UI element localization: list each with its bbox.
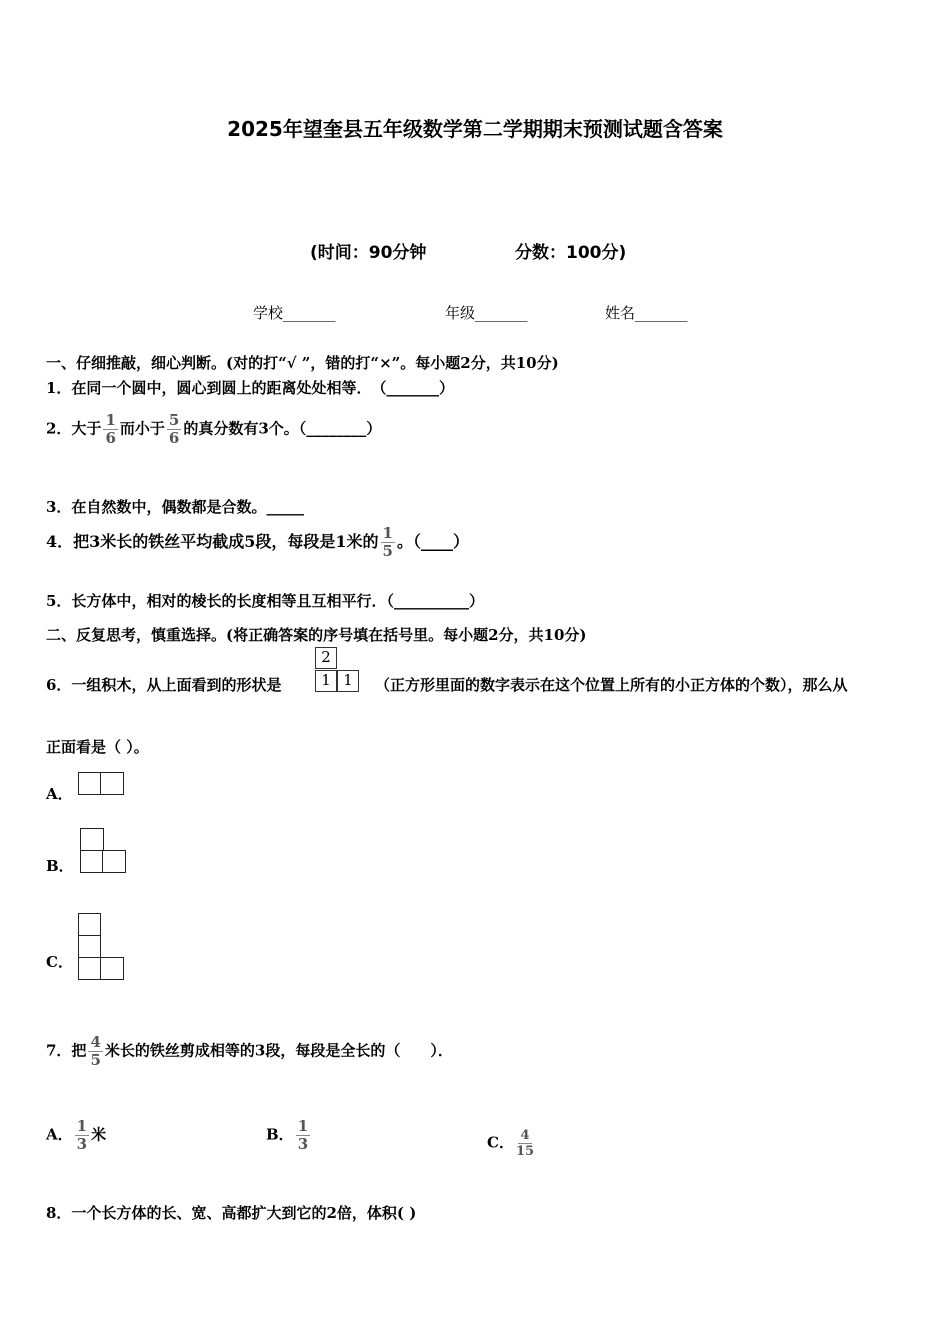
option-c-label[interactable]: C． — [46, 953, 73, 971]
numerator: 1 — [297, 1117, 309, 1135]
fraction — [75, 1118, 89, 1153]
fraction — [381, 525, 395, 560]
fraction — [103, 412, 117, 447]
exam-time: (时间：90分钟 — [310, 243, 427, 263]
question-8: 8．一个长方体的长、宽、高都扩大到它的2倍，体积( ) — [46, 1204, 417, 1222]
numerator: 1 — [105, 411, 116, 429]
option-a-figure — [78, 772, 102, 795]
exam-score: 分数：100分) — [515, 243, 627, 263]
option-label: B． — [266, 1125, 294, 1144]
grade-field[interactable]: 年级_______ — [445, 304, 528, 322]
fraction — [167, 412, 181, 447]
option-b-label[interactable]: B． — [46, 857, 74, 875]
option-b-figure — [102, 850, 126, 873]
section-2-heading: 二、反复思考，慎重选择。(将正确答案的序号填在括号里。每小题2分，共10分) — [46, 626, 587, 644]
q2-text: 的真分数有3个。（________） — [183, 419, 382, 438]
option-c-figure — [78, 957, 101, 980]
denominator: 3 — [76, 1135, 88, 1153]
fraction — [516, 1128, 534, 1159]
fraction — [296, 1118, 310, 1153]
q7-option-b[interactable] — [266, 1118, 312, 1153]
numerator: 4 — [520, 1128, 530, 1143]
q7-text: 7．把 — [46, 1041, 87, 1060]
option-label: C． — [487, 1133, 514, 1152]
q7-text: 米长的铁丝剪成相等的3段，每段是全长的（ ）． — [104, 1041, 453, 1060]
question-7 — [46, 1034, 453, 1069]
school-field[interactable]: 学校_______ — [253, 304, 336, 322]
denominator: 3 — [297, 1135, 309, 1153]
question-1: 1．在同一个圆中，圆心到圆上的距离处处相等． （_______） — [46, 379, 454, 397]
q4-text: 4．把3米长的铁丝平均截成5段，每段是1米的 — [46, 532, 379, 551]
q7-option-a[interactable] — [46, 1118, 106, 1153]
question-6-cont: 正面看是（ ）。 — [46, 738, 149, 756]
denominator: 6 — [105, 429, 116, 447]
option-b-figure — [80, 828, 104, 851]
unit: 米 — [91, 1125, 107, 1144]
q7-option-c[interactable] — [487, 1128, 536, 1159]
option-a-label[interactable]: A． — [46, 785, 73, 803]
question-4 — [46, 525, 469, 560]
question-6: 6．一组积木，从上面看到的形状是 — [46, 676, 282, 694]
option-b-figure — [80, 850, 104, 873]
name-field[interactable]: 姓名_______ — [605, 304, 688, 322]
question-3: 3．在自然数中，偶数都是合数。_____ — [46, 498, 304, 516]
denominator: 15 — [515, 1144, 535, 1159]
page-title: 2025年望奎县五年级数学第二学期期末预测试题含答案 — [227, 117, 723, 141]
numerator: 1 — [382, 524, 393, 542]
top-view-cell: 2 — [315, 647, 337, 669]
numerator: 4 — [90, 1033, 101, 1051]
fraction — [88, 1034, 102, 1069]
option-a-figure — [100, 772, 124, 795]
question-2 — [46, 412, 381, 447]
option-c-figure — [78, 935, 101, 958]
option-c-figure — [78, 913, 101, 936]
numerator: 5 — [168, 411, 180, 429]
numerator: 1 — [76, 1117, 88, 1135]
q2-text: 而小于 — [119, 419, 165, 438]
denominator: 5 — [90, 1051, 101, 1069]
option-label: A． — [46, 1125, 73, 1144]
q4-text: 。（____） — [396, 532, 469, 551]
question-5: 5．长方体中，相对的棱长的长度相等且互相平行．（__________） — [46, 592, 484, 610]
section-1-heading: 一、仔细推敲，细心判断。(对的打“√ ”，错的打“×”。每小题2分，共10分) — [46, 354, 559, 372]
q2-text: 2．大于 — [46, 419, 102, 438]
top-view-cell: 1 — [337, 670, 359, 692]
top-view-cell: 1 — [315, 670, 337, 692]
denominator: 5 — [382, 542, 393, 560]
denominator: 6 — [168, 429, 180, 447]
question-6-rest: （正方形里面的数字表示在这个位置上所有的小正方体的个数），那么从 — [375, 676, 848, 694]
option-c-figure — [100, 957, 124, 980]
